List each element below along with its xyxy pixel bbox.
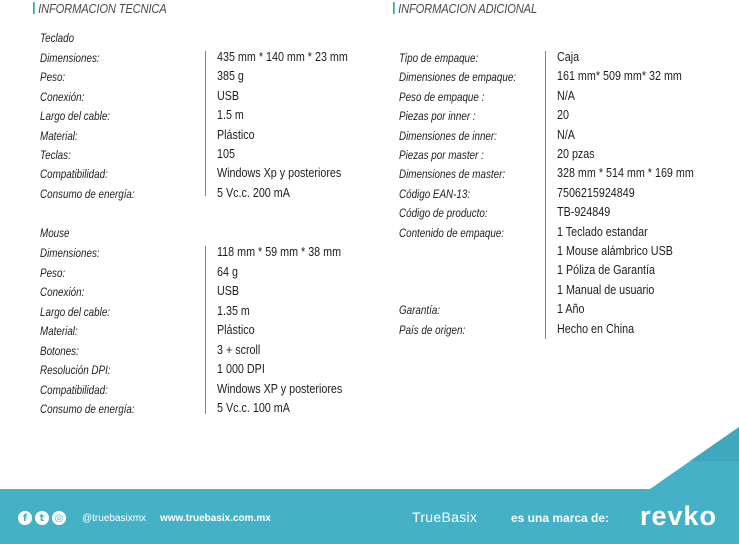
spec-label: Dimensiones: xyxy=(40,246,100,260)
left-section-title-text: INFORMACION TECNICA xyxy=(38,1,167,16)
spec-value: 1.35 m xyxy=(217,303,250,318)
spec-label: Compatibilidad: xyxy=(40,167,108,182)
spec-label: Teclas: xyxy=(40,148,71,162)
spec-label: Conexión: xyxy=(40,89,85,104)
spec-label: Largo del cable: xyxy=(40,109,111,124)
spec-label: Consumo de energía: xyxy=(40,186,135,201)
twitter-icon[interactable]: t xyxy=(35,511,49,525)
spec-value: 161 mm* 509 mm* 32 mm xyxy=(557,69,682,84)
spec-value: Caja xyxy=(557,50,580,64)
spec-value: USB xyxy=(217,88,240,103)
instagram-icon[interactable]: ◎ xyxy=(52,511,66,525)
spec-label: Material: xyxy=(40,324,78,338)
spec-label: Contenido de empaque: xyxy=(399,225,505,240)
spec-value: 20 pzas xyxy=(557,147,595,161)
spec-value: 1.5 m xyxy=(217,108,244,123)
spec-value: 1 000 DPI xyxy=(217,362,265,376)
spec-label: Resolución DPI: xyxy=(40,363,111,377)
spec-value: 328 mm * 514 mm * 169 mm xyxy=(557,166,694,181)
spec-value: 3 + scroll xyxy=(217,342,261,357)
spec-label: Dimensiones de inner: xyxy=(399,128,497,143)
spec-value: 435 mm * 140 mm * 23 mm xyxy=(217,50,348,64)
keyboard-heading: Teclado xyxy=(40,31,75,45)
spec-label: Conexión: xyxy=(40,285,85,299)
spec-value: TB-924849 xyxy=(557,205,611,220)
spec-label: Piezas por master : xyxy=(399,148,484,162)
spec-value: 1 Año xyxy=(557,302,585,317)
spec-value: Windows Xp y posteriores xyxy=(217,166,342,181)
additional-divider-line xyxy=(545,51,546,339)
social-handle[interactable]: @truebasixmx xyxy=(82,513,147,524)
spec-label: Código EAN-13: xyxy=(399,186,471,201)
spec-value: Plástico xyxy=(217,127,255,142)
social-icons xyxy=(18,511,66,525)
spec-value: 1 Teclado estandar xyxy=(557,224,648,239)
title-accent-bar xyxy=(33,2,35,14)
spec-value: Hecho en China xyxy=(557,321,635,336)
mouse-divider-line xyxy=(205,246,206,414)
spec-value: N/A xyxy=(557,88,575,103)
spec-value: 1 Póliza de Garantía xyxy=(557,263,656,278)
right-section-title xyxy=(393,1,537,16)
facebook-icon[interactable]: f xyxy=(18,511,32,525)
website-link[interactable]: www.truebasix.com.mx xyxy=(160,513,271,524)
spec-value: 5 Vc.c. 200 mA xyxy=(217,185,290,200)
spec-label: Código de producto: xyxy=(399,206,488,221)
spec-value: 5 Vc.c. 100 mA xyxy=(217,401,290,415)
spec-label: Consumo de energía: xyxy=(40,402,135,416)
mouse-heading: Mouse xyxy=(40,226,70,240)
title-accent-bar xyxy=(393,2,395,14)
right-section-title-text: INFORMACION ADICIONAL xyxy=(398,1,538,16)
spec-label: Botones: xyxy=(40,343,79,358)
spec-label: Piezas por inner : xyxy=(399,109,476,124)
spec-value: 385 g xyxy=(217,69,244,84)
spec-label: Peso de empaque : xyxy=(399,89,485,104)
spec-value: N/A xyxy=(557,127,575,142)
truebasix-logo: TrueBasix xyxy=(412,509,478,525)
spec-value: Plástico xyxy=(217,323,255,337)
spec-value: 64 g xyxy=(217,264,238,279)
spec-label: Largo del cable: xyxy=(40,304,111,319)
spec-label: Dimensiones de master: xyxy=(399,167,506,182)
spec-value: USB xyxy=(217,284,240,298)
footer-corner-shape-inner xyxy=(690,427,739,461)
spec-label: País de origen: xyxy=(399,322,466,337)
spec-label: Material: xyxy=(40,128,78,143)
spec-label: Dimensiones: xyxy=(40,51,100,65)
left-section-title xyxy=(33,1,167,16)
spec-value: 1 Manual de usuario xyxy=(557,282,655,297)
spec-label: Peso: xyxy=(40,70,66,85)
brand-tagline: es una marca de: xyxy=(511,511,610,525)
spec-label: Peso: xyxy=(40,265,66,280)
spec-value: 20 xyxy=(557,108,569,123)
keyboard-divider-line xyxy=(205,51,206,196)
spec-value: 105 xyxy=(217,147,235,161)
spec-label: Garantía: xyxy=(399,303,441,318)
revko-logo: revko xyxy=(640,501,718,531)
spec-value: 1 Mouse alámbrico USB xyxy=(557,244,673,258)
spec-label: Dimensiones de empaque: xyxy=(399,70,517,85)
spec-value: Windows XP y posteriores xyxy=(217,381,343,396)
spec-value: 7506215924849 xyxy=(557,185,635,200)
spec-label: Compatibilidad: xyxy=(40,382,108,397)
spec-label: Tipo de empaque: xyxy=(399,51,479,65)
spec-value: 118 mm * 59 mm * 38 mm xyxy=(217,245,342,259)
